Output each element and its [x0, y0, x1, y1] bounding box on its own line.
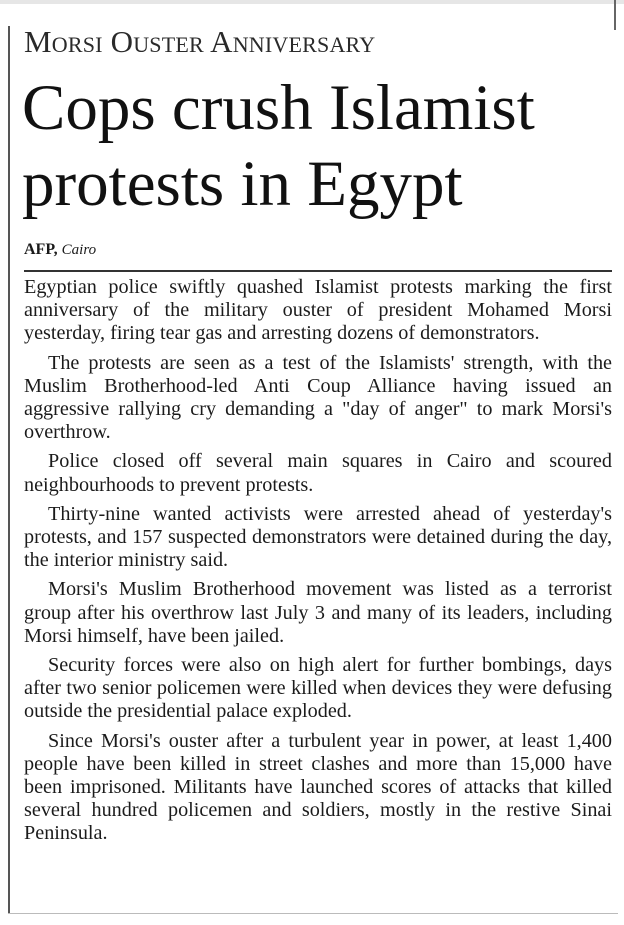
article-paragraph: Since Morsi's ouster after a turbulent year in power, at least 1,400 people have been killed in street clashes and more than 15,000 have been imprisoned. Militants have launched scores of attacks that killed several hundred policemen and soldiers, mostly in the restive Sinai Peninsula. [24, 729, 612, 845]
article-byline [24, 238, 96, 262]
article-paragraph: Thirty-nine wanted activists were arrested ahead of yesterday's protests, and 157 suspected demonstrators were detained during the day, the interior ministry said. [24, 502, 612, 572]
article-paragraph: Morsi's Muslim Brotherhood movement was listed as a terrorist group after his overthrow last July 3 and many of its leaders, including Morsi himself, have been jailed. [24, 578, 612, 647]
article-paragraph: Security forces were also on high alert for further bombings, days after two senior policemen were killed when devices they were defusing outside the presidential palace exploded. [24, 654, 612, 723]
article-paragraph: The protests are seen as a test of the Islamists' strength, with the Muslim Brotherhood-led Anti Coup Alliance having issued an aggressive rallying cry demanding a "day of anger" to mark Morsi's overthrow. [24, 351, 612, 444]
page-top-edge [0, 0, 624, 4]
column-rule-left [8, 26, 10, 914]
article-headline [22, 70, 622, 222]
byline-place: Cairo [61, 242, 97, 258]
bottom-rule [8, 913, 618, 914]
headline-line-2: protests in Egypt [22, 148, 463, 220]
article-kicker: Morsi Ouster Anniversary [24, 24, 376, 59]
article-paragraph: Police closed off several main squares in Cairo and scoured neighbourhoods to prevent protests. [24, 450, 612, 496]
article-paragraph: Egyptian police swiftly quashed Islamist protests marking the first anniversary of the military ouster of president Mohamed Morsi yesterday, firing tear gas and arresting dozens of demonstrators. [24, 276, 612, 345]
headline-line-1: Cops crush Islamist [22, 72, 535, 144]
byline-agency: AFP, [24, 241, 58, 258]
column-rule-right [614, 0, 616, 30]
byline-divider [24, 270, 612, 272]
article-body [24, 276, 612, 852]
